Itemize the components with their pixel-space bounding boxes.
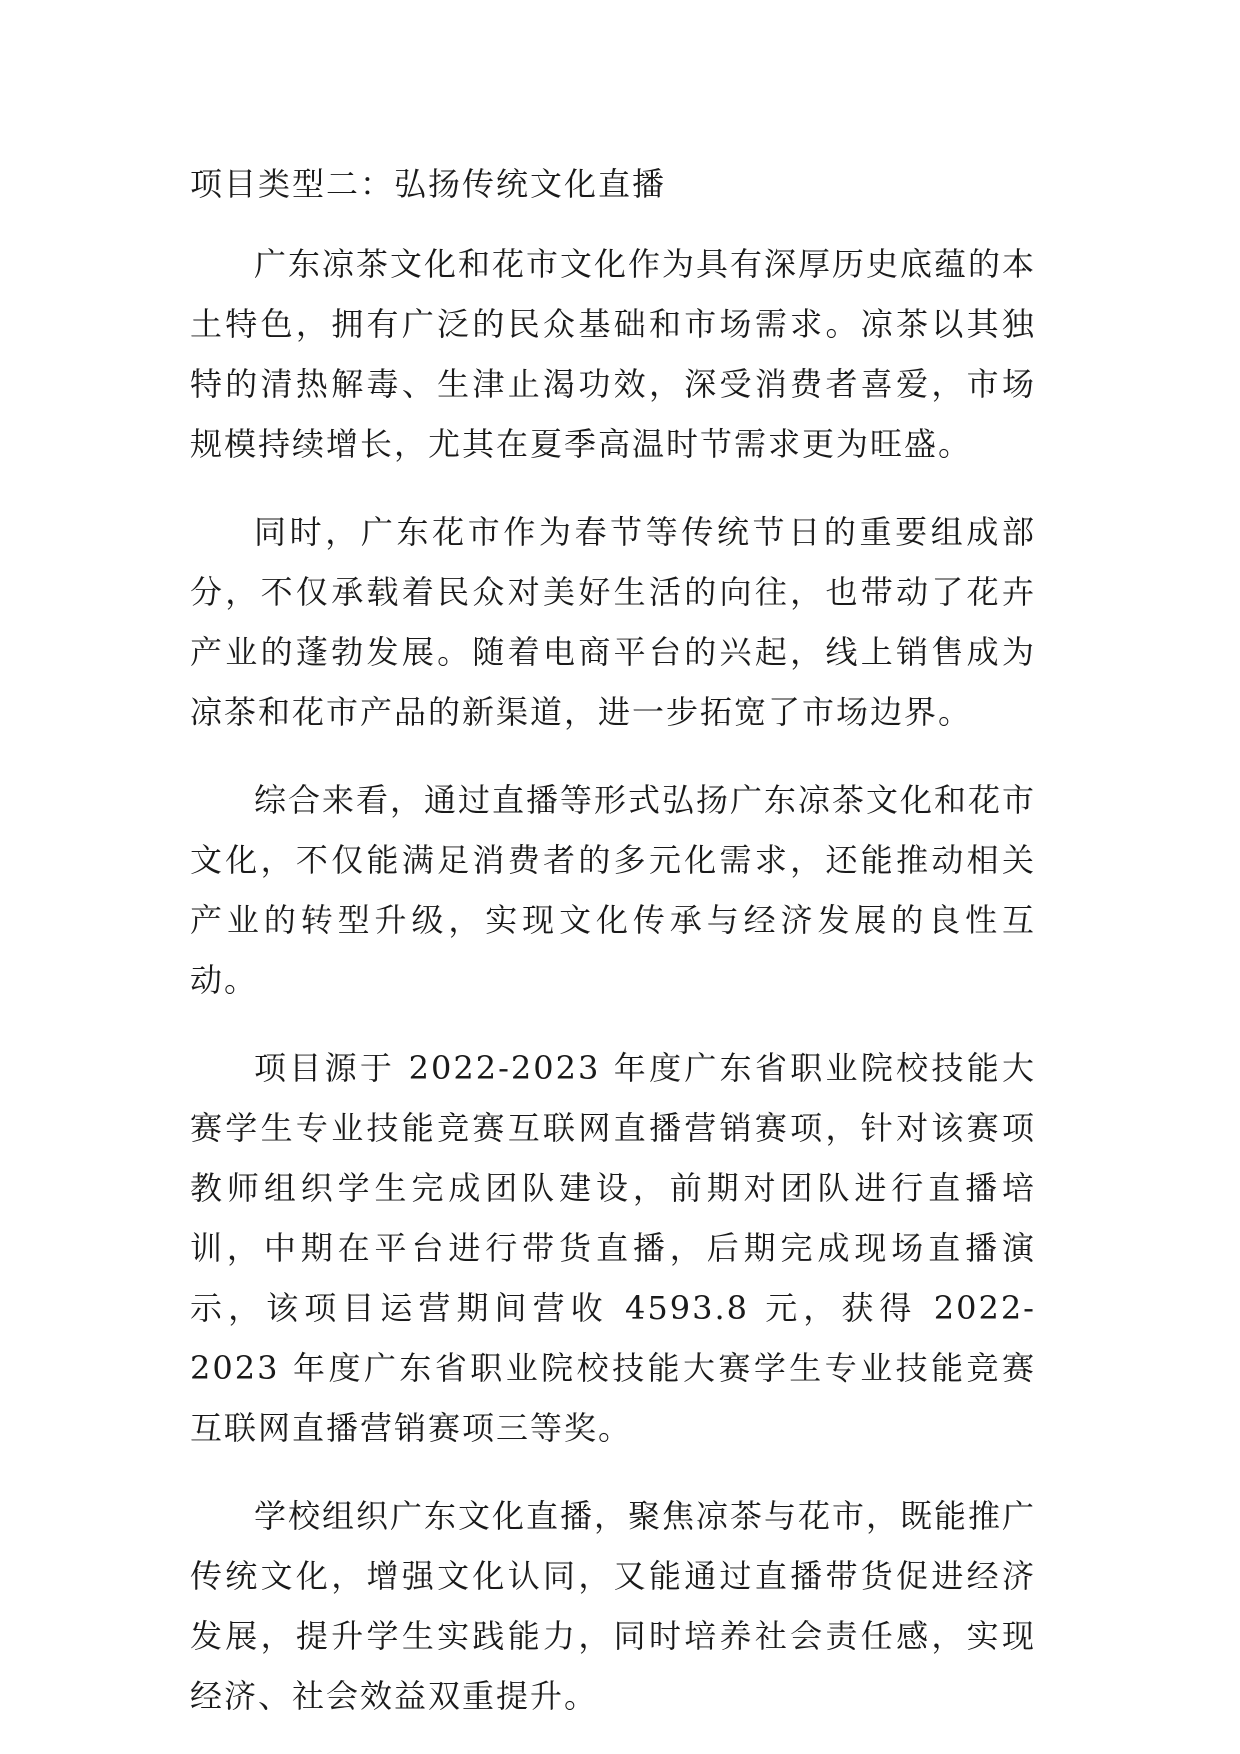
- paragraph-2: 同时，广东花市作为春节等传统节日的重要组成部分，不仅承载着民众对美好生活的向往，也带动了花卉产业的蓬勃发展。随着电商平台的兴起，线上销售成为凉茶和花市产品的新渠道，进一步拓宽了市场边界。: [190, 513, 1036, 731]
- paragraph-1: 广东凉茶文化和花市文化作为具有深厚历史底蕴的本土特色，拥有广泛的民众基础和市场需求。凉茶以其独特的清热解毒、生津止渴功效，深受消费者喜爱，市场规模持续增长，尤其在夏季高温时节需求更为旺盛。: [190, 245, 1037, 463]
- paragraph-4: 项目源于 2022-2023 年度广东省职业院校技能大赛学生专业技能竞赛互联网直播营销赛项，针对该赛项教师组织学生完成团队建设，前期对团队进行直播培训，中期在平台进行带货直播，后期完成现场直播演示，该项目运营期间营收 4593.8 元，获得 2022-2023 年度广东省职业院校技能大赛学生专业技能竞赛互联网直播营销赛项三等奖。: [190, 1049, 1036, 1447]
- paragraph-3: 综合来看，通过直播等形式弘扬广东凉茶文化和花市文化，不仅能满足消费者的多元化需求，还能推动相关产业的转型升级，实现文化传承与经济发展的良性互动。: [190, 781, 1037, 999]
- section-heading: 项目类型二：弘扬传统文化直播: [190, 165, 667, 203]
- document-body: [190, 154, 1036, 1726]
- paragraph-5: 学校组织广东文化直播，聚焦凉茶与花市，既能推广传统文化，增强文化认同，又能通过直播带货促进经济发展，提升学生实践能力，同时培养社会责任感，实现经济、社会效益双重提升。: [190, 1497, 1037, 1715]
